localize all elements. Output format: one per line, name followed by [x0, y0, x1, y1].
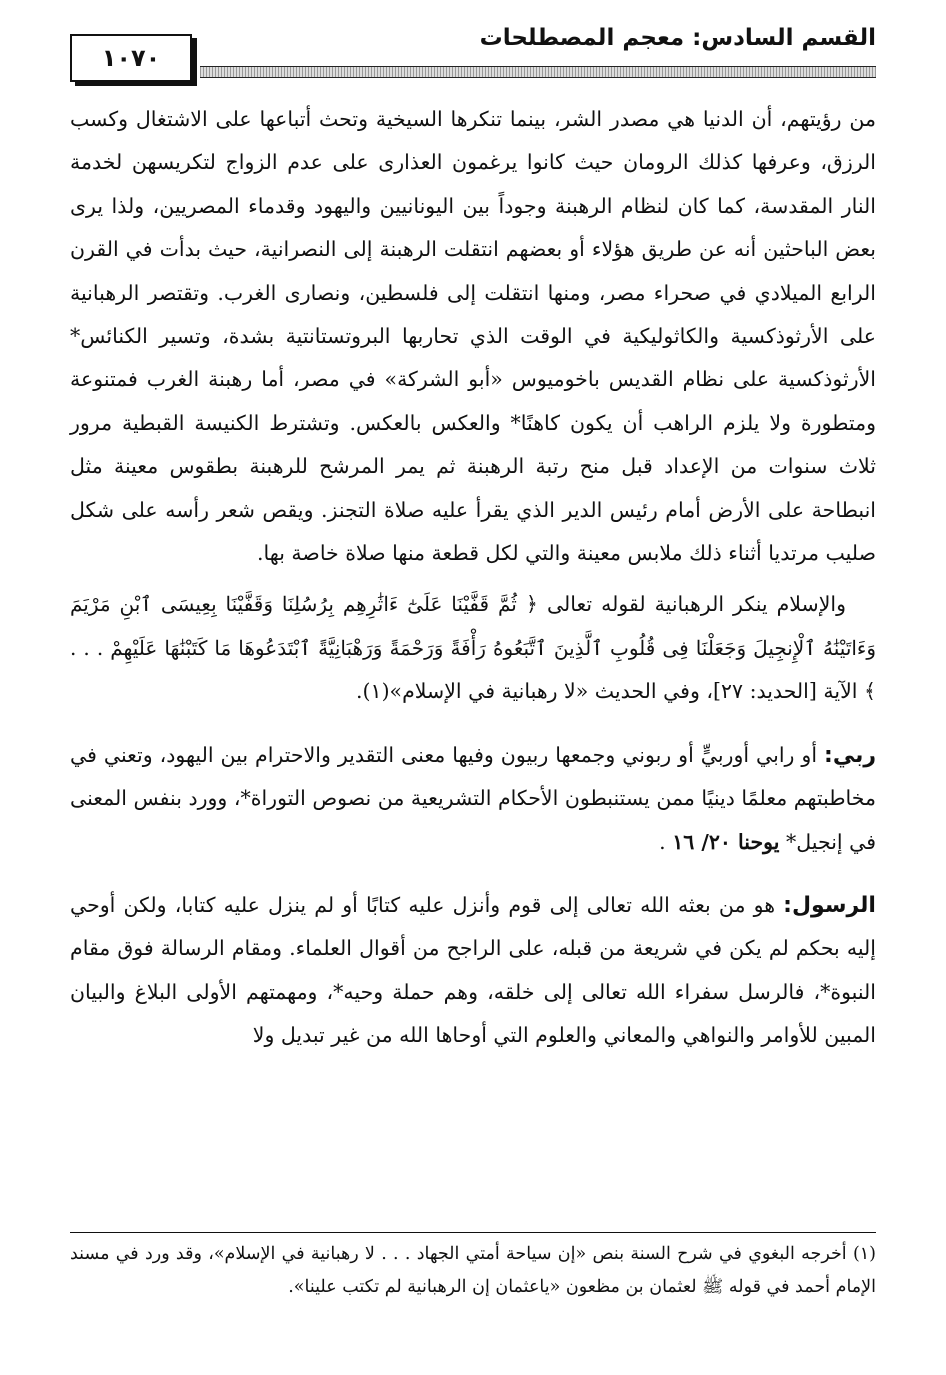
- quran-intro: والإسلام ينكر الرهبانية لقوله تعالى ﴿: [525, 592, 847, 617]
- quran-outro: ﴾ الآية [الحديد: ٢٧]، وفي الحديث «لا رهبانية في الإسلام»(١).: [356, 679, 876, 704]
- page-header: [70, 22, 876, 74]
- footnote-1: (١) أخرجه البغوي في شرح السنة بنص «إن سياحة أمتي الجهاد . . . لا رهبانية في الإسلام»، وقد ورد في مسند الإمام أحمد في قوله ﷺ لعثمان بن مظعون «ياعثمان إن الرهبانية لم تكتب علينا».: [70, 1244, 876, 1297]
- quran-verse: ثُمَّ قَفَّيْنَا عَلَىٰٓ ءَاثَٰرِهِم بِرُسُلِنَا وَقَفَّيْنَا بِعِيسَى ٱبْنِ مَرْيَمَ وَءَاتَيْنَٰهُ ٱلْإِنجِيلَ وَجَعَلْنَا فِى قُلُوبِ ٱلَّذِينَ ٱتَّبَعُوهُ رَأْفَةً وَرَحْمَةً وَرَهْبَانِيَّةً ٱبْتَدَعُوهَا مَا كَتَبْنَٰهَا عَلَيْهِمْ . . .: [70, 592, 876, 660]
- body-text: [70, 98, 876, 1058]
- entry-rabbi: [70, 734, 876, 864]
- entry-end-rabbi: .: [659, 829, 666, 854]
- footnote-divider: [70, 1232, 876, 1233]
- entry-text-rabbi: أو رابي أوربيٍّ أو ربوني وجمعها ربيون وفيها معنى التقدير والاحترام بين اليهود، وتعني في مخاطبتهم معلمًا دينيًا ممن يستنبطون الأحكام التشريعية من نصوص التوراة*، وورد بنفس المعنى في إنجيل*: [70, 742, 876, 854]
- entry-ref-rabbi: يوحنا ٢٠/ ١٦: [672, 829, 780, 854]
- running-title: القسم السادس: معجم المصطلحات: [479, 25, 876, 51]
- entry-text-rasul: هو من بعثه الله تعالى إلى قوم وأنزل عليه كتابًا أو لم ينزل عليه كتابا، ولكن أوحي إليه بحكم لم يكن في شريعة من قبله، على الراجح من أقوال العلماء. ومقام الرسالة فوق مقام النبوة*، فالرسل سفراء الله تعالى إلى خلقه، وهم حملة وحيه*، ومهمتهم الأولى البلاغ والبيان المبين للأوامر والنواهي والمعاني والعلوم التي أوحاها الله من غير تبديل ولا: [70, 892, 876, 1048]
- page-number: ١٠٧٠: [70, 34, 192, 82]
- paragraph-monasticism-history: من رؤيتهم، أن الدنيا هي مصدر الشر، بينما تنكرها السيخية وتحث أتباعها على الاشتغال وكسب الرزق، وعرفها كذلك الرومان حيث كانوا يرغمون العذارى على عدم الزواج لتكريسهن لخدمة النار المقدسة، كما كان لنظام الرهبنة وجوداً بين اليونانيين واليهود وقدماء المصريين، ولذا يرى بعض الباحثين أنه عن طريق هؤلاء أو بعضهم انتقلت الرهبنة إلى النصرانية، حيث بدأت في القرن الرابع الميلادي في صحراء مصر، ومنها انتقلت إلى فلسطين، ونصارى الغرب. وتقتصر الرهبانية على الأرثوذكسية والكاثوليكية في الوقت الذي تحاربها البروتستانتية بشدة، وتسير الكنائس* الأرثوذكسية على نظام القديس باخوميوس «أبو الشركة» في مصر، أما رهبنة الغرب فمتنوعة ومتطورة ولا يلزم الراهب أن يكون كاهنًا* والعكس بالعكس. وتشترط الكنيسة القبطية مرور ثلاث سنوات من الإعداد قبل منح رتبة الرهبنة ثم يمر المرشح للرهبنة بطقوس معينة مثل انبطاحة على الأرض أمام رئيس الدير الذي يقرأ عليه صلاة التجنز. ويقص شعر رأسه على شكل صليب مرتديا أثناء ذلك ملابس معينة والتي لكل قطعة منها صلاة خاصة بها.: [70, 107, 876, 566]
- header-rule: [200, 66, 876, 78]
- paragraph-islam-monasticism: [70, 583, 876, 713]
- footnotes: [70, 1238, 876, 1304]
- entry-rasul: [70, 884, 876, 1058]
- entry-term-rabbi: ربي:: [824, 742, 876, 768]
- entry-term-rasul: الرسول:: [783, 892, 876, 918]
